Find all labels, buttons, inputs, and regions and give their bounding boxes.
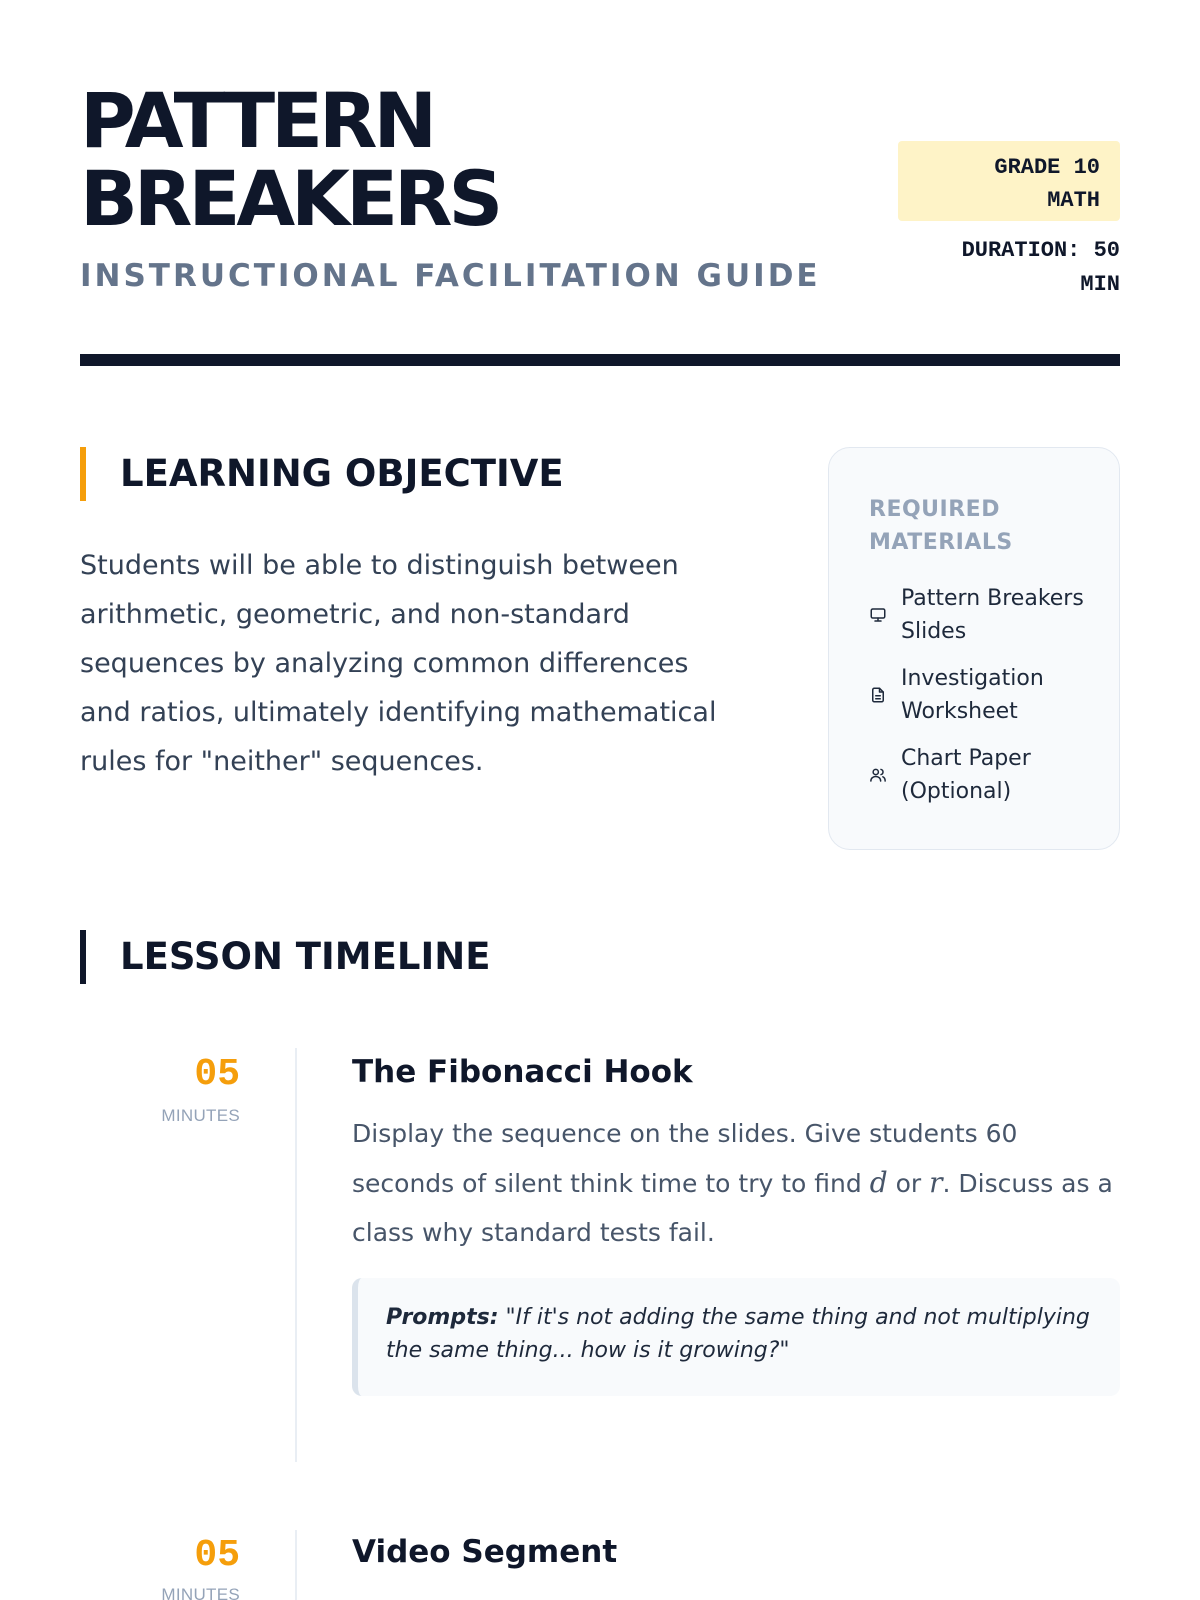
- subject-label: MATH: [1047, 188, 1100, 213]
- grade-label: GRADE 10: [994, 155, 1100, 180]
- material-item: [869, 742, 1099, 808]
- step-title: Video Segment: [352, 1534, 618, 1570]
- step-duration-unit: MINUTES: [161, 1106, 240, 1125]
- learning-objective-heading: LEARNING OBJECTIVE: [80, 447, 564, 501]
- document-icon: [869, 686, 901, 704]
- prompt-label: Prompts:: [386, 1305, 499, 1330]
- header-divider: [80, 354, 1120, 366]
- duration-label: DURATION: 50 MIN: [961, 238, 1120, 297]
- page-title: PATTERN BREAKERS: [80, 76, 500, 243]
- step-duration: 05: [194, 1534, 240, 1577]
- users-icon: [869, 766, 901, 784]
- step-description: Display the sequence on the slides. Give students 60 seconds of silent think time to try to find d or r. Discuss as a class why standard tests fail.: [352, 1119, 1113, 1247]
- timeline-line: [295, 1530, 297, 1600]
- material-item: [869, 662, 1099, 728]
- material-label: Investigation Worksheet: [901, 666, 1044, 724]
- page-subtitle: INSTRUCTIONAL FACILITATION GUIDE: [80, 258, 821, 294]
- learning-objective-text: Students will be able to distinguish between arithmetic, geometric, and non-standard sequences by analyzing common differences and ratios, ultimately identifying mathematical rules for "neither" sequences.: [80, 550, 717, 777]
- material-item: [869, 582, 1099, 648]
- prompt-callout: [352, 1278, 1120, 1396]
- material-label: Chart Paper (Optional): [901, 746, 1031, 804]
- step-duration: 05: [194, 1053, 240, 1096]
- step-title: The Fibonacci Hook: [352, 1054, 693, 1090]
- prompt-text: "If it's not adding the same thing and not multiplying the same thing... how is it growing?": [386, 1305, 1090, 1363]
- monitor-icon: [869, 606, 901, 624]
- step-duration-unit: MINUTES: [161, 1585, 240, 1600]
- lesson-guide-page: [80, 0, 1120, 1600]
- material-label: Pattern Breakers Slides: [901, 586, 1084, 644]
- timeline-line: [295, 1048, 297, 1462]
- lesson-timeline-heading: LESSON TIMELINE: [80, 930, 490, 984]
- required-materials-heading: REQUIRED MATERIALS: [869, 497, 1013, 555]
- grade-badge: [898, 141, 1120, 221]
- required-materials-card: [828, 447, 1120, 850]
- variable-d: d: [869, 1166, 888, 1199]
- variable-r: r: [929, 1166, 943, 1199]
